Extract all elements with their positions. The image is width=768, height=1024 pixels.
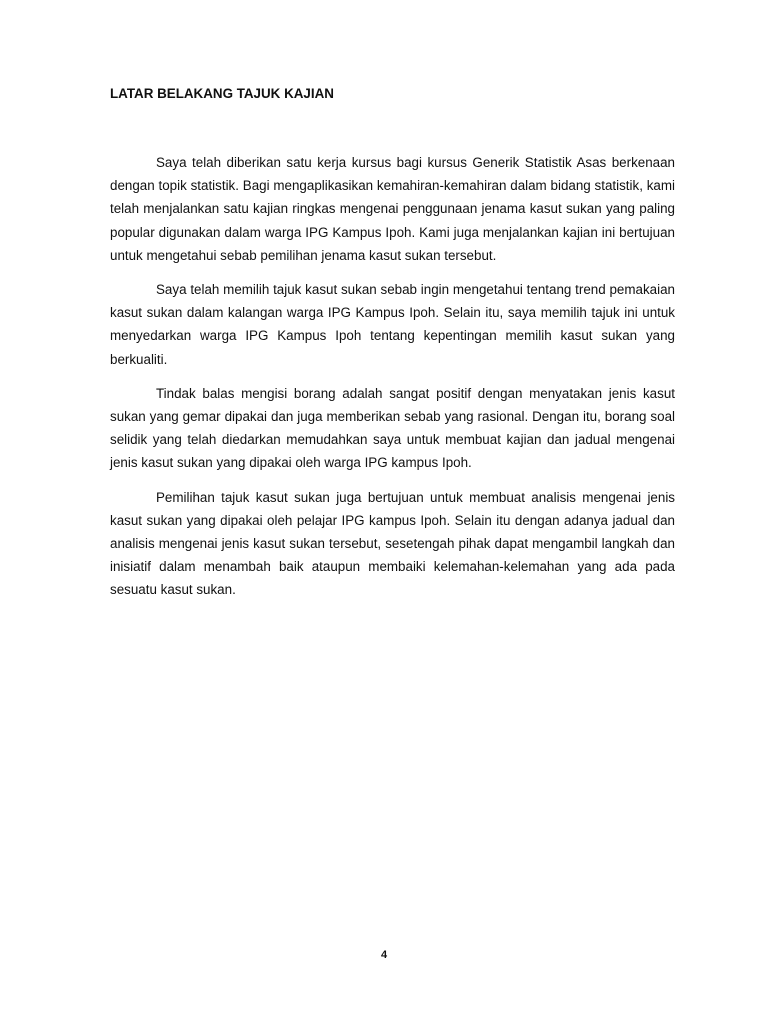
paragraph-2: Saya telah memilih tajuk kasut sukan sebab ingin mengetahui tentang trend pemakaian kasut sukan dalam kalangan warga IPG Kampus Ipoh. Selain itu, saya memilih tajuk ini untuk menyedarkan warga IPG Kampus Ipoh tentang kepentingan memilih kasut sukan yang berkualiti. <box>110 282 675 367</box>
section-heading: LATAR BELAKANG TAJUK KAJIAN <box>110 86 334 101</box>
body-text <box>110 151 675 613</box>
paragraph-1: Saya telah diberikan satu kerja kursus bagi kursus Generik Statistik Asas berkenaan dengan topik statistik. Bagi mengaplikasikan kemahiran-kemahiran dalam bidang statistik, kami telah menjalankan satu kajian ringkas mengenai penggunaan jenama kasut sukan yang paling popular digunakan dalam warga IPG Kampus Ipoh. Kami juga menjalankan kajian ini bertujuan untuk mengetahui sebab pemilihan jenama kasut sukan tersebut. <box>110 155 675 263</box>
paragraph-4: Pemilihan tajuk kasut sukan juga bertujuan untuk membuat analisis mengenai jenis kasut sukan yang dipakai oleh pelajar IPG kampus Ipoh. Selain itu dengan adanya jadual dan analisis mengenai jenis kasut sukan tersebut, sesetengah pihak dapat mengambil langkah dan inisiatif dalam menambah baik ataupun membaiki kelemahan-kelemahan yang ada pada sesuatu kasut sukan. <box>110 489 675 598</box>
paragraph-3: Tindak balas mengisi borang adalah sangat positif dengan menyatakan jenis kasut sukan yang gemar dipakai dan juga memberikan sebab yang rasional. Dengan itu, borang soal selidik yang telah diedarkan memudahkan saya untuk membuat kajian dan jadual mengenai jenis kasut sukan yang dipakai oleh warga IPG kampus Ipoh. <box>110 385 675 471</box>
page-number: 4 <box>380 949 388 961</box>
